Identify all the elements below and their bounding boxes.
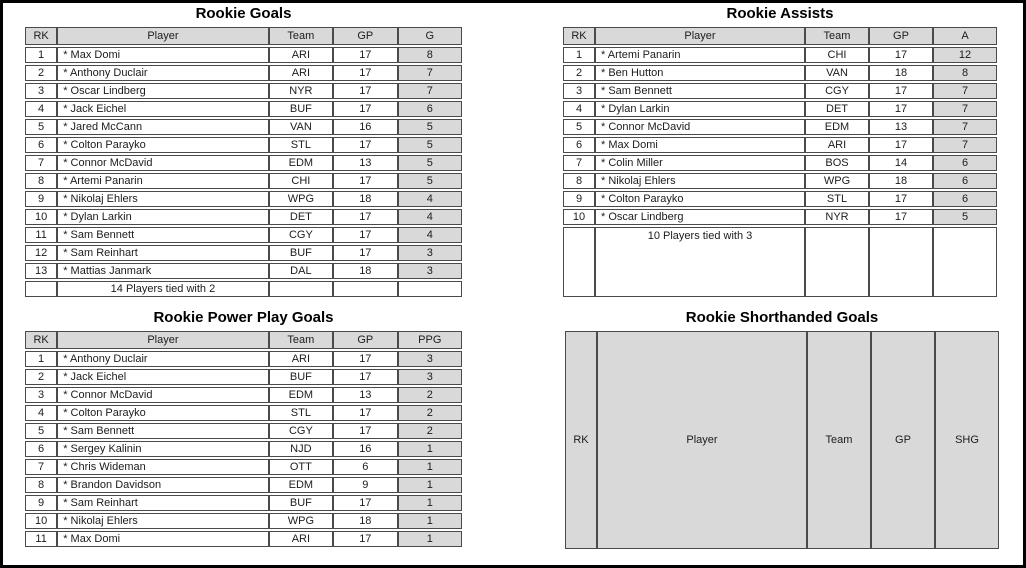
gp-cell: 17 xyxy=(333,137,397,153)
team-cell: CGY xyxy=(269,423,333,439)
team-cell: EDM xyxy=(805,119,869,135)
rank-cell: 12 xyxy=(25,245,57,261)
gp-cell: 13 xyxy=(333,387,397,403)
gp-cell: 17 xyxy=(869,47,933,63)
player-cell: * Nikolaj Ehlers xyxy=(595,173,805,189)
header-row xyxy=(563,27,997,45)
rank-cell: 8 xyxy=(25,173,57,189)
player-cell: * Sam Bennett xyxy=(595,83,805,99)
stat-cell: 5 xyxy=(398,119,462,135)
table-row xyxy=(25,351,462,367)
stat-cell: 1 xyxy=(398,531,462,547)
team-cell: CHI xyxy=(269,173,333,189)
table-row xyxy=(25,459,462,475)
team-cell: ARI xyxy=(269,531,333,547)
gp-cell: 17 xyxy=(333,369,397,385)
rank-cell: 8 xyxy=(563,173,595,189)
player-cell: * Colton Parayko xyxy=(595,191,805,207)
player-cell: * Oscar Lindberg xyxy=(595,209,805,225)
player-cell: * Sam Bennett xyxy=(57,423,268,439)
player-cell: * Oscar Lindberg xyxy=(57,83,268,99)
player-cell: * Dylan Larkin xyxy=(57,209,268,225)
player-cell: * Nikolaj Ehlers xyxy=(57,191,268,207)
table-row xyxy=(25,83,462,99)
rank-cell: 10 xyxy=(563,209,595,225)
header-row xyxy=(565,331,999,549)
gp-cell: 13 xyxy=(869,119,933,135)
team-cell: EDM xyxy=(269,477,333,493)
table-row xyxy=(563,101,997,117)
gp-cell: 17 xyxy=(869,191,933,207)
rookie-power-play-goals-table xyxy=(25,329,462,549)
table-row xyxy=(563,47,997,63)
player-cell: * Max Domi xyxy=(595,137,805,153)
column-header-rk: RK xyxy=(25,27,57,45)
stat-cell: 2 xyxy=(398,387,462,403)
rank-cell: 9 xyxy=(25,495,57,511)
gp-cell: 17 xyxy=(333,531,397,547)
rookie-shorthanded-goals-table xyxy=(565,329,999,551)
table-row xyxy=(563,83,997,99)
table-row xyxy=(25,405,462,421)
gp-cell: 17 xyxy=(333,101,397,117)
team-cell: ARI xyxy=(805,137,869,153)
gp-cell: 17 xyxy=(333,405,397,421)
gp-cell: 18 xyxy=(333,513,397,529)
table-row xyxy=(25,245,462,261)
stat-cell: 8 xyxy=(398,47,462,63)
column-header-gp: GP xyxy=(333,331,397,349)
column-header-team: Team xyxy=(269,331,333,349)
gp-cell: 17 xyxy=(333,173,397,189)
rank-cell: 6 xyxy=(25,441,57,457)
rank-cell: 7 xyxy=(25,459,57,475)
gp-cell: 17 xyxy=(333,227,397,243)
table-row xyxy=(25,531,462,547)
rank-cell: 3 xyxy=(25,387,57,403)
table-row xyxy=(25,173,462,189)
empty-cell xyxy=(563,227,595,297)
gp-cell: 17 xyxy=(869,101,933,117)
rank-cell: 9 xyxy=(563,191,595,207)
team-cell: DAL xyxy=(269,263,333,279)
gp-cell: 17 xyxy=(869,209,933,225)
player-cell: * Anthony Duclair xyxy=(57,351,268,367)
rookie-goals-section xyxy=(25,4,462,299)
team-cell: BUF xyxy=(269,495,333,511)
stat-cell: 7 xyxy=(398,83,462,99)
stat-cell: 5 xyxy=(398,137,462,153)
stat-cell: 3 xyxy=(398,351,462,367)
footer-note-cell: 14 Players tied with 2 xyxy=(57,281,268,297)
table-row xyxy=(25,263,462,279)
stat-cell: 6 xyxy=(398,101,462,117)
table-row xyxy=(25,191,462,207)
table-row xyxy=(25,495,462,511)
player-cell: * Sam Reinhart xyxy=(57,245,268,261)
stat-cell: 7 xyxy=(933,83,997,99)
gp-cell: 17 xyxy=(333,245,397,261)
stat-cell: 7 xyxy=(933,101,997,117)
player-cell: * Connor McDavid xyxy=(595,119,805,135)
team-cell: NYR xyxy=(805,209,869,225)
rank-cell: 4 xyxy=(563,101,595,117)
rank-cell: 4 xyxy=(25,101,57,117)
team-cell: DET xyxy=(805,101,869,117)
gp-cell: 16 xyxy=(333,119,397,135)
table-row xyxy=(25,369,462,385)
table-row xyxy=(25,137,462,153)
stat-cell: 5 xyxy=(398,155,462,171)
stat-cell: 7 xyxy=(933,137,997,153)
gp-cell: 17 xyxy=(333,83,397,99)
empty-cell xyxy=(333,281,397,297)
rank-cell: 5 xyxy=(563,119,595,135)
team-cell: NJD xyxy=(269,441,333,457)
rookie-shorthanded-goals-section xyxy=(565,308,999,551)
stat-cell: 2 xyxy=(398,423,462,439)
stat-cell: 4 xyxy=(398,227,462,243)
header-row xyxy=(25,27,462,45)
team-cell: CHI xyxy=(805,47,869,63)
gp-cell: 6 xyxy=(333,459,397,475)
column-header-gp: GP xyxy=(871,331,935,549)
team-cell: BUF xyxy=(269,245,333,261)
table-row xyxy=(25,227,462,243)
player-cell: * Ben Hutton xyxy=(595,65,805,81)
stat-cell: 4 xyxy=(398,209,462,225)
player-cell: * Sergey Kalinin xyxy=(57,441,268,457)
player-cell: * Jared McCann xyxy=(57,119,268,135)
column-header-rk: RK xyxy=(563,27,595,45)
player-cell: * Brandon Davidson xyxy=(57,477,268,493)
team-cell: NYR xyxy=(269,83,333,99)
team-cell: CGY xyxy=(805,83,869,99)
team-cell: STL xyxy=(269,405,333,421)
player-cell: * Max Domi xyxy=(57,47,268,63)
empty-cell xyxy=(933,227,997,297)
rank-cell: 10 xyxy=(25,513,57,529)
team-cell: OTT xyxy=(269,459,333,475)
player-cell: * Colton Parayko xyxy=(57,137,268,153)
table-row xyxy=(563,209,997,225)
gp-cell: 18 xyxy=(869,65,933,81)
column-header-a: A xyxy=(933,27,997,45)
team-cell: WPG xyxy=(269,191,333,207)
footer-note-cell: 10 Players tied with 3 xyxy=(595,227,805,297)
player-cell: * Colin Miller xyxy=(595,155,805,171)
team-cell: BUF xyxy=(269,101,333,117)
table-row xyxy=(25,119,462,135)
column-header-player: Player xyxy=(57,27,268,45)
rank-cell: 3 xyxy=(25,83,57,99)
column-header-team: Team xyxy=(269,27,333,45)
stat-cell: 6 xyxy=(933,155,997,171)
stat-cell: 1 xyxy=(398,477,462,493)
rookie-power-play-goals-title: Rookie Power Play Goals xyxy=(153,309,334,326)
empty-cell xyxy=(269,281,333,297)
team-cell: STL xyxy=(269,137,333,153)
table-row xyxy=(25,155,462,171)
stat-cell: 6 xyxy=(933,173,997,189)
team-cell: ARI xyxy=(269,65,333,81)
stat-cell: 3 xyxy=(398,369,462,385)
player-cell: * Artemi Panarin xyxy=(57,173,268,189)
table-row xyxy=(563,191,997,207)
table-row xyxy=(25,387,462,403)
rank-cell: 1 xyxy=(25,351,57,367)
column-header-team: Team xyxy=(805,27,869,45)
gp-cell: 17 xyxy=(333,351,397,367)
player-cell: * Mattias Janmark xyxy=(57,263,268,279)
player-cell: * Anthony Duclair xyxy=(57,65,268,81)
rank-cell: 10 xyxy=(25,209,57,225)
rookie-power-play-goals-section xyxy=(25,308,462,549)
stat-cell: 4 xyxy=(398,191,462,207)
player-cell: * Max Domi xyxy=(57,531,268,547)
gp-cell: 16 xyxy=(333,441,397,457)
team-cell: CGY xyxy=(269,227,333,243)
rank-cell: 11 xyxy=(25,227,57,243)
rank-cell: 2 xyxy=(563,65,595,81)
player-cell: * Sam Bennett xyxy=(57,227,268,243)
table-row xyxy=(25,47,462,63)
empty-cell xyxy=(805,227,869,297)
column-header-g: G xyxy=(398,27,462,45)
table-row xyxy=(563,173,997,189)
rookie-assists-title: Rookie Assists xyxy=(726,5,834,22)
stat-cell: 3 xyxy=(398,263,462,279)
rank-cell: 2 xyxy=(25,369,57,385)
team-cell: EDM xyxy=(269,387,333,403)
team-cell: WPG xyxy=(269,513,333,529)
rank-cell: 6 xyxy=(25,137,57,153)
gp-cell: 9 xyxy=(333,477,397,493)
column-header-rk: RK xyxy=(565,331,597,549)
stat-cell: 1 xyxy=(398,495,462,511)
rookie-goals-title: Rookie Goals xyxy=(195,5,292,22)
rank-cell: 4 xyxy=(25,405,57,421)
stat-cell: 1 xyxy=(398,441,462,457)
column-header-gp: GP xyxy=(333,27,397,45)
table-row xyxy=(25,513,462,529)
rank-cell: 1 xyxy=(563,47,595,63)
player-cell: * Connor McDavid xyxy=(57,155,268,171)
gp-cell: 18 xyxy=(333,263,397,279)
stat-cell: 7 xyxy=(933,119,997,135)
player-cell: * Sam Reinhart xyxy=(57,495,268,511)
player-cell: * Jack Eichel xyxy=(57,369,268,385)
team-cell: VAN xyxy=(805,65,869,81)
column-header-ppg: PPG xyxy=(398,331,462,349)
stat-cell: 2 xyxy=(398,405,462,421)
rank-cell: 8 xyxy=(25,477,57,493)
footer-row xyxy=(563,227,997,297)
stat-cell: 8 xyxy=(933,65,997,81)
player-cell: * Artemi Panarin xyxy=(595,47,805,63)
team-cell: BOS xyxy=(805,155,869,171)
table-row xyxy=(563,65,997,81)
team-cell: WPG xyxy=(805,173,869,189)
column-header-player: Player xyxy=(595,27,805,45)
header-row xyxy=(25,331,462,349)
table-row xyxy=(563,119,997,135)
gp-cell: 17 xyxy=(869,83,933,99)
column-header-gp: GP xyxy=(869,27,933,45)
table-row xyxy=(25,209,462,225)
rank-cell: 5 xyxy=(25,423,57,439)
table-row xyxy=(25,65,462,81)
rank-cell: 3 xyxy=(563,83,595,99)
gp-cell: 17 xyxy=(333,47,397,63)
player-cell: * Jack Eichel xyxy=(57,101,268,117)
stat-cell: 1 xyxy=(398,459,462,475)
team-cell: VAN xyxy=(269,119,333,135)
column-header-player: Player xyxy=(57,331,268,349)
team-cell: ARI xyxy=(269,351,333,367)
gp-cell: 17 xyxy=(869,137,933,153)
gp-cell: 18 xyxy=(869,173,933,189)
column-header-player: Player xyxy=(597,331,807,549)
table-row xyxy=(25,423,462,439)
gp-cell: 17 xyxy=(333,209,397,225)
gp-cell: 17 xyxy=(333,65,397,81)
rank-cell: 1 xyxy=(25,47,57,63)
rank-cell: 11 xyxy=(25,531,57,547)
player-cell: * Chris Wideman xyxy=(57,459,268,475)
table-row xyxy=(25,441,462,457)
player-cell: * Nikolaj Ehlers xyxy=(57,513,268,529)
gp-cell: 13 xyxy=(333,155,397,171)
team-cell: ARI xyxy=(269,47,333,63)
stat-cell: 7 xyxy=(398,65,462,81)
rank-cell: 5 xyxy=(25,119,57,135)
rookie-goals-table xyxy=(25,25,462,299)
table-row xyxy=(563,137,997,153)
stat-cell: 6 xyxy=(933,191,997,207)
rank-cell: 7 xyxy=(563,155,595,171)
player-cell: * Connor McDavid xyxy=(57,387,268,403)
stat-cell: 5 xyxy=(398,173,462,189)
rookie-shorthanded-goals-title: Rookie Shorthanded Goals xyxy=(685,309,879,326)
empty-cell xyxy=(869,227,933,297)
rank-cell: 7 xyxy=(25,155,57,171)
player-cell: * Colton Parayko xyxy=(57,405,268,421)
stat-cell: 5 xyxy=(933,209,997,225)
rank-cell: 13 xyxy=(25,263,57,279)
column-header-team: Team xyxy=(807,331,871,549)
gp-cell: 17 xyxy=(333,495,397,511)
footer-row xyxy=(25,281,462,297)
team-cell: BUF xyxy=(269,369,333,385)
column-header-rk: RK xyxy=(25,331,57,349)
column-header-shg: SHG xyxy=(935,331,999,549)
rookie-assists-table xyxy=(563,25,997,299)
table-row xyxy=(563,155,997,171)
table-row xyxy=(25,477,462,493)
team-cell: DET xyxy=(269,209,333,225)
empty-cell xyxy=(25,281,57,297)
team-cell: STL xyxy=(805,191,869,207)
rookie-assists-section xyxy=(563,4,997,299)
rank-cell: 6 xyxy=(563,137,595,153)
stat-cell: 3 xyxy=(398,245,462,261)
gp-cell: 14 xyxy=(869,155,933,171)
player-cell: * Dylan Larkin xyxy=(595,101,805,117)
gp-cell: 18 xyxy=(333,191,397,207)
gp-cell: 17 xyxy=(333,423,397,439)
stat-cell: 1 xyxy=(398,513,462,529)
stat-cell: 12 xyxy=(933,47,997,63)
empty-cell xyxy=(398,281,462,297)
team-cell: EDM xyxy=(269,155,333,171)
table-row xyxy=(25,101,462,117)
rank-cell: 9 xyxy=(25,191,57,207)
rank-cell: 2 xyxy=(25,65,57,81)
